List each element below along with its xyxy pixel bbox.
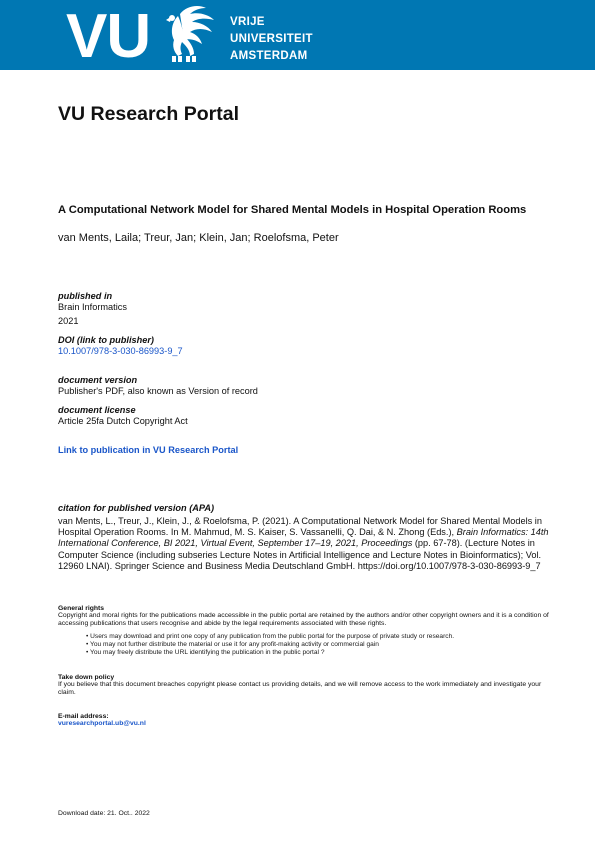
logo-line-3: AMSTERDAM bbox=[230, 50, 308, 62]
published-in-label: published in bbox=[58, 291, 113, 301]
citation-part-2: (pp. 67-78). (Lecture Notes in Computer Science (including subseries Lecture Notes in Artificial Intelligence and Lecture Notes in Bioinformatics); Vol. 12960 LNAI). Springer Science and Business Media Deutschland GmbH. https://doi.org/10.1007/978-3-030-86993-9_7 bbox=[58, 538, 542, 571]
doi-block bbox=[58, 335, 183, 356]
rights-item: • You may freely distribute the URL identifying the publication in the public portal ? bbox=[86, 649, 325, 656]
takedown-title: Take down policy bbox=[58, 674, 115, 681]
citation-text bbox=[58, 516, 558, 572]
general-rights-title: General rights bbox=[58, 605, 105, 612]
portal-link[interactable]: Link to publication in VU Research Portal bbox=[58, 445, 239, 455]
citation-italic: Brain Informatics: 14th International Conference, BI 2021, Virtual Event, September 17–19, 2021, Proceedings bbox=[58, 527, 549, 549]
takedown-text: If you believe that this document breaches copyright please contact us providing details, and we will remove access to the work immediately and investigate your claim. bbox=[58, 681, 542, 696]
published-in-block bbox=[58, 291, 127, 326]
griffin-logo-icon bbox=[160, 4, 226, 66]
general-rights-text: Copyright and moral rights for the publications made accessible in the public portal are retained by the authors and/or other copyright owners and it is a condition of accessing publications that users recognise and abide by the legal requirements associated with these rights. bbox=[58, 612, 549, 627]
license-value: Article 25fa Dutch Copyright Act bbox=[58, 416, 188, 426]
rights-item: • Users may download and print one copy of any publication from the public portal for the purpose of private study or research. bbox=[86, 633, 455, 640]
version-value: Publisher's PDF, also known as Version of record bbox=[58, 386, 258, 396]
email-link[interactable]: vuresearchportal.ub@vu.nl bbox=[58, 720, 146, 727]
email-block bbox=[58, 713, 146, 727]
doi-link[interactable]: 10.1007/978-3-030-86993-9_7 bbox=[58, 346, 183, 356]
license-block bbox=[58, 405, 188, 426]
logo-line-2: UNIVERSITEIT bbox=[230, 33, 313, 45]
takedown-block bbox=[58, 674, 558, 697]
portal-title: VU Research Portal bbox=[58, 103, 239, 125]
version-label: document version bbox=[58, 375, 138, 385]
authors: van Ments, Laila; Treur, Jan; Klein, Jan; Roelofsma, Peter bbox=[58, 232, 339, 244]
citation-part-1: van Ments, L., Treur, J., Klein, J., & Roelofsma, P. (2021). A Computational Network Model for Shared Mental Models in Hospital Operation Rooms. In M. Mahmud, M. S. Kaiser, S. Vassanelli, Q. Dai, & N. Zhong (Eds.), bbox=[58, 516, 542, 538]
university-name bbox=[230, 14, 313, 65]
vu-logo-mark: VU bbox=[66, 2, 151, 71]
download-date: Download date: 21. Oct.. 2022 bbox=[58, 810, 150, 817]
version-block bbox=[58, 375, 258, 396]
rights-list bbox=[86, 633, 558, 657]
logo-line-1: VRIJE bbox=[230, 16, 265, 28]
published-in-value: Brain Informatics bbox=[58, 302, 127, 312]
doi-label: DOI (link to publisher) bbox=[58, 335, 154, 345]
email-label: E-mail address: bbox=[58, 713, 109, 720]
general-rights-block bbox=[58, 605, 558, 657]
publication-title: A Computational Network Model for Shared Mental Models in Hospital Operation Rooms bbox=[58, 204, 527, 216]
citation-label: citation for published version (APA) bbox=[58, 503, 215, 513]
rights-item: • You may not further distribute the material or use it for any profit-making activity or commercial gain bbox=[86, 641, 379, 648]
header-banner bbox=[0, 0, 595, 70]
publication-year: 2021 bbox=[58, 316, 79, 326]
license-label: document license bbox=[58, 405, 136, 415]
